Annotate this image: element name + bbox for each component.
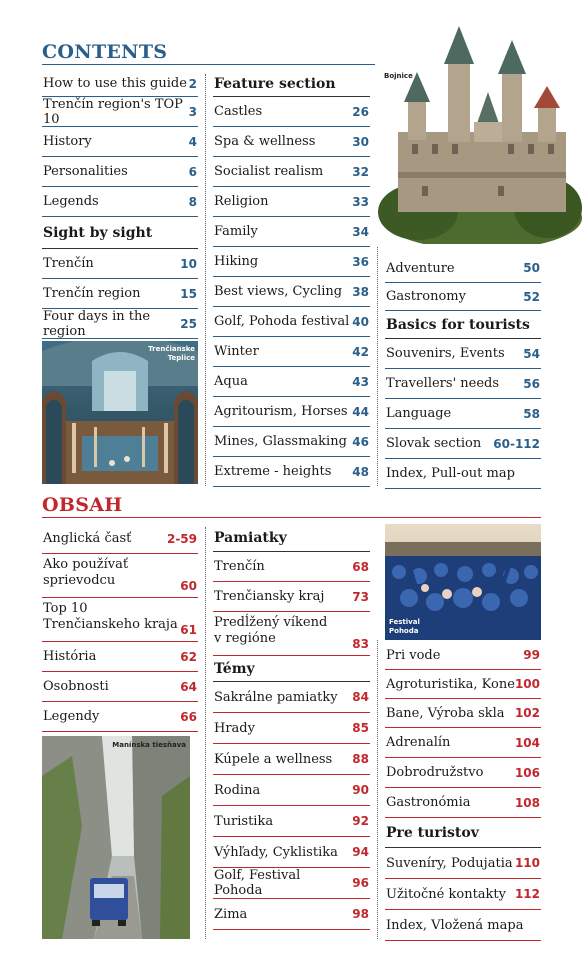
toc-row[interactable]: Osobnosti 64 [42, 672, 198, 702]
toc-row[interactable]: Extreme - heights 48 [213, 457, 370, 487]
toc-row[interactable]: History 4 [42, 127, 198, 157]
toc-row[interactable]: Pri vode 99 [385, 641, 541, 670]
toc-row[interactable]: Agroturistika, Kone 100 [385, 670, 541, 699]
toc-row[interactable]: Family 34 [213, 217, 370, 247]
toc-row[interactable]: Výhľady, Cyklistika 94 [213, 837, 370, 868]
obsah-col1 [42, 524, 198, 732]
contents-col3 [385, 254, 541, 489]
toc-row[interactable]: Gastronomy 52 [385, 283, 541, 311]
photo-maninska-tiesnava [42, 736, 190, 939]
photo-trencianske-teplice [42, 341, 198, 484]
gorge-image [42, 736, 190, 939]
toc-row[interactable]: Ako používať sprievodcu 60 [42, 554, 198, 598]
photo-caption-manin: Manínska tiesňava [112, 741, 186, 749]
toc-row[interactable]: Anglická časť 2-59 [42, 524, 198, 554]
toc-row[interactable]: Kúpele a wellness 88 [213, 744, 370, 775]
toc-row[interactable]: Turistika 92 [213, 806, 370, 837]
toc-row[interactable]: Four days in the region 25 [43, 308, 197, 339]
photo-bojnice-castle [378, 22, 582, 244]
toc-row[interactable]: Adventure 50 [385, 254, 541, 283]
column-divider [377, 247, 378, 486]
contents-col1 [42, 71, 198, 339]
toc-row[interactable]: Dobrodružstvo 106 [385, 758, 541, 788]
section-heading-turistov: Pre turistov [385, 818, 541, 848]
contents-title: CONTENTS [42, 41, 168, 63]
column-divider [205, 527, 206, 939]
toc-row[interactable]: Slovak section 60-112 [385, 429, 541, 459]
contents-title-rule [42, 64, 375, 65]
toc-row[interactable]: Suveníry, Podujatia 110 [385, 848, 541, 879]
section-heading-pamiatky: Pamiatky [213, 524, 370, 552]
section-heading-feature: Feature section [213, 71, 370, 97]
obsah-col2 [213, 524, 370, 930]
toc-row[interactable]: Legends 8 [42, 187, 198, 217]
toc-row[interactable]: Trenčín 10 [42, 249, 198, 279]
toc-row[interactable]: Language 58 [385, 399, 541, 429]
section-heading-sight: Sight by sight [42, 217, 198, 249]
photo-festival-pohoda [385, 524, 541, 640]
toc-row[interactable]: Gastronómia 108 [385, 788, 541, 818]
toc-row[interactable]: Golf, Pohoda festival 40 [213, 307, 370, 337]
toc-row[interactable]: Adrenalín 104 [385, 728, 541, 758]
obsah-col3 [385, 641, 541, 941]
photo-caption-pohoda: Festival Pohoda [389, 618, 420, 635]
toc-row[interactable]: Castles 26 [213, 97, 370, 127]
photo-caption-teplice: Trenčianske Teplice [148, 345, 195, 362]
section-heading-basics: Basics for tourists [385, 311, 541, 339]
toc-row[interactable]: Top 10 Trenčianskeho kraja 61 [42, 598, 198, 642]
toc-row[interactable]: Golf, Festival Pohoda 96 [214, 868, 369, 898]
toc-row[interactable]: Religion 33 [213, 187, 370, 217]
contents-col2 [213, 71, 370, 487]
toc-row[interactable]: História 62 [42, 642, 198, 672]
column-divider [205, 74, 206, 486]
toc-row[interactable]: Index, Pull-out map [385, 459, 541, 489]
castle-image [378, 22, 582, 244]
toc-row[interactable]: Index, Vložená mapa [385, 910, 541, 941]
obsah-title-rule [42, 517, 541, 518]
toc-row[interactable]: Legendy 66 [42, 702, 198, 732]
toc-row[interactable]: Trenčiansky kraj 73 [213, 582, 370, 612]
toc-row[interactable]: Hiking 36 [213, 247, 370, 277]
toc-row[interactable]: Mines, Glassmaking 46 [213, 427, 370, 457]
obsah-title: OBSAH [42, 494, 123, 516]
toc-row[interactable]: Trenčín region's TOP 10 3 [43, 96, 197, 127]
toc-row[interactable]: Spa & wellness 30 [213, 127, 370, 157]
toc-row[interactable]: Souvenirs, Events 54 [385, 339, 541, 369]
toc-row[interactable]: Socialist realism 32 [213, 157, 370, 187]
toc-row[interactable]: Užitočné kontakty 112 [385, 879, 541, 910]
section-heading-temy: Témy [213, 656, 370, 682]
column-divider [377, 640, 378, 939]
toc-row[interactable]: Travellers' needs 56 [385, 369, 541, 399]
toc-row[interactable]: Zima 98 [213, 899, 370, 930]
toc-row[interactable]: Winter 42 [213, 337, 370, 367]
toc-row[interactable]: Predĺžený víkend v regióne 83 [213, 612, 370, 656]
toc-row[interactable]: Personalities 6 [42, 157, 198, 187]
toc-row[interactable]: How to use this guide 2 [42, 71, 198, 97]
toc-row[interactable]: Trenčín region 15 [42, 279, 198, 309]
toc-row[interactable]: Trenčín 68 [213, 552, 370, 582]
toc-row[interactable]: Bane, Výroba skla 102 [385, 699, 541, 728]
toc-row[interactable]: Rodina 90 [213, 775, 370, 806]
toc-row[interactable]: Sakrálne pamiatky 84 [213, 682, 370, 713]
toc-row[interactable]: Best views, Cycling 38 [213, 277, 370, 307]
toc-row[interactable]: Aqua 43 [213, 367, 370, 397]
toc-row[interactable]: Hrady 85 [213, 713, 370, 744]
toc-row[interactable]: Agritourism, Horses 44 [213, 397, 370, 427]
photo-caption-bojnice: Bojnice [384, 72, 413, 80]
